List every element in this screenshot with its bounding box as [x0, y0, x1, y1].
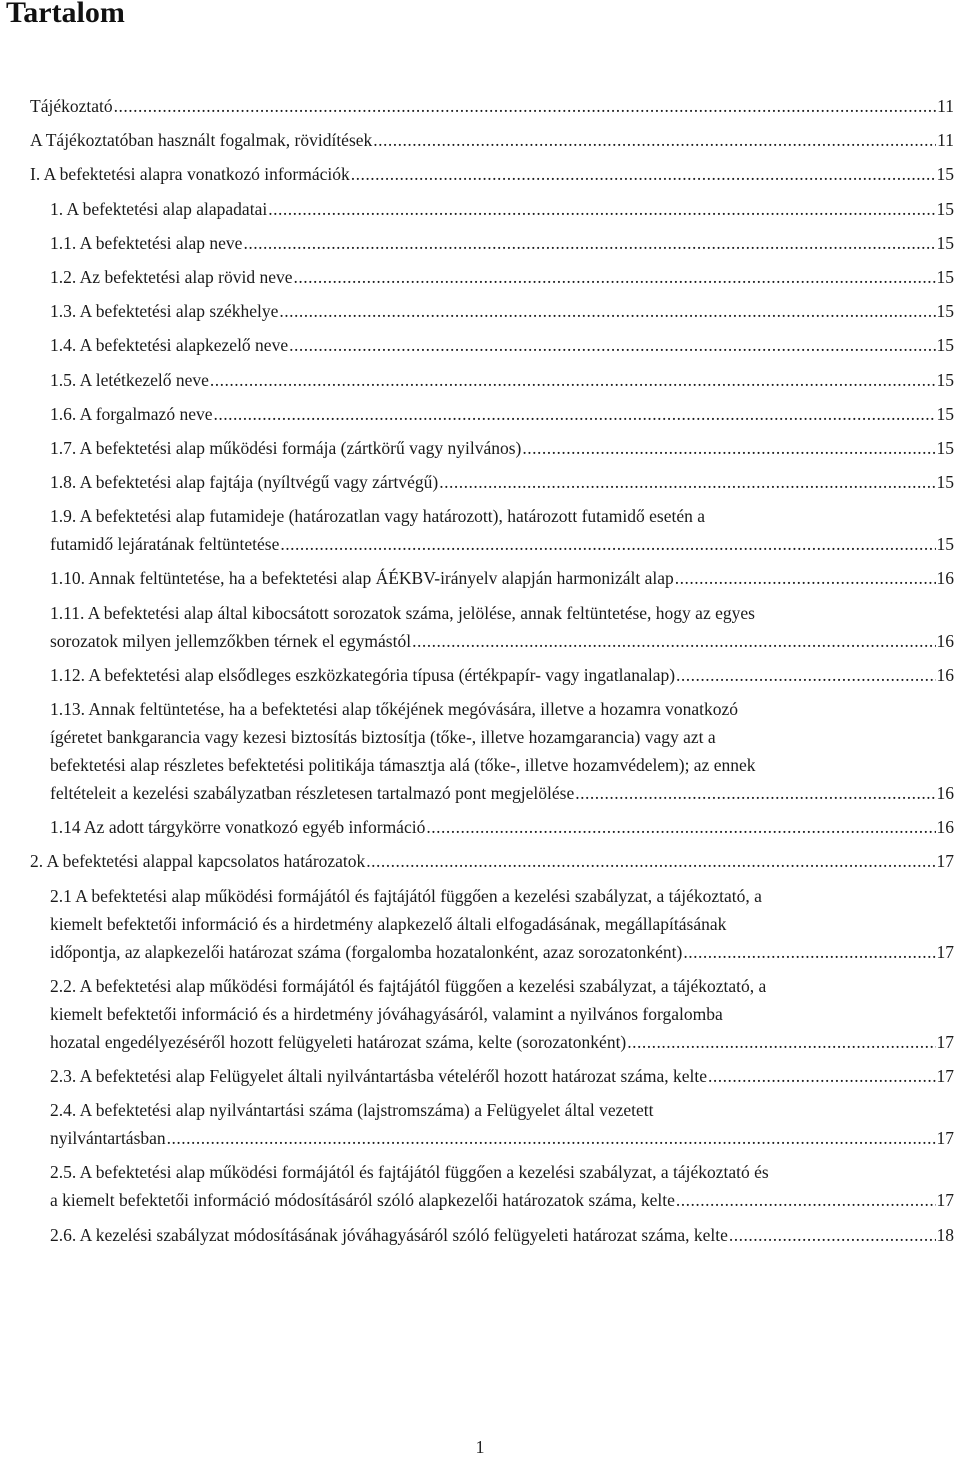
- toc-entry-text: 1. A befektetési alap alapadatai: [50, 198, 268, 219]
- toc-entry-text: futamidő lejáratának feltüntetése: [50, 534, 280, 555]
- toc-entry-1-5[interactable]: [30, 366, 954, 394]
- dot-leader: [289, 331, 935, 359]
- dot-leader: [683, 938, 935, 966]
- toc-entry-1-11[interactable]: [30, 599, 954, 655]
- toc-entry-text: nyilvántartásban: [50, 1128, 166, 1149]
- toc-page-number: 17: [936, 851, 954, 872]
- dot-leader: [268, 195, 935, 223]
- toc-entry-1-9[interactable]: [30, 502, 954, 558]
- toc-entry-text-line: kiemelt befektetői információ és a hirdetmény alapkezelő általi elfogadásának, megállapításának: [50, 913, 727, 934]
- dot-leader: [676, 661, 935, 689]
- toc-page-number: 15: [936, 534, 954, 555]
- toc-entry-1[interactable]: [30, 195, 954, 223]
- toc-entry-text: 1.14 Az adott tárgykörre vonatkozó egyéb információ: [50, 817, 426, 838]
- dot-leader: [213, 400, 935, 428]
- toc-entry-1-1[interactable]: [30, 229, 954, 257]
- toc-entry-text-line: 1.13. Annak feltüntetése, ha a befektetési alap tőkéjének megóvására, illetve a hozamra vonatkozó: [50, 699, 739, 719]
- toc-entry-text: 2. A befektetési alappal kapcsolatos határozatok: [30, 851, 366, 872]
- toc-entry-text: 1.8. A befektetési alap fajtája (nyíltvégű vagy zártvégű): [50, 472, 439, 493]
- toc-entry-1-2[interactable]: [30, 263, 954, 291]
- toc-page-number: 15: [936, 335, 954, 356]
- dot-leader: [575, 779, 935, 807]
- dot-leader: [366, 847, 935, 875]
- toc-entry-text: I. A befektetési alapra vonatkozó információk: [30, 164, 350, 185]
- toc-entry-1-8[interactable]: [30, 468, 954, 496]
- toc-entry-text-line: kiemelt befektetői információ és a hirdetmény jóváhagyásáról, valamint a nyilvános forgalomba: [50, 1003, 723, 1024]
- page-number: 1: [475, 1437, 485, 1457]
- toc-page-number: 11: [937, 130, 954, 151]
- toc-page-number: 17: [936, 1031, 954, 1052]
- dot-leader: [243, 229, 935, 257]
- toc-entry-text: hozatal engedélyezéséről hozott felügyeleti határozat száma, kelte (sorozatonként): [50, 1031, 627, 1052]
- toc-page-number: 15: [936, 301, 954, 322]
- toc-entry-tajekoztato[interactable]: [30, 92, 954, 120]
- toc-entry-2-4[interactable]: [30, 1096, 954, 1152]
- toc-page-number: 17: [936, 1065, 954, 1086]
- dot-leader: [114, 92, 937, 120]
- toc-page-number: 15: [936, 472, 954, 493]
- toc-entry-text: feltételeit a kezelési szabályzatban részletesen tartalmazó pont megjelölése: [50, 783, 575, 803]
- toc-page-number: 15: [936, 266, 954, 287]
- toc-page-number: 17: [936, 941, 954, 962]
- toc-entry-text-line: 2.4. A befektetési alap nyilvántartási száma (lajstromszáma) a Felügyelet által vezetett: [50, 1100, 654, 1121]
- toc-entry-text: 1.4. A befektetési alapkezelő neve: [50, 335, 289, 356]
- dot-leader: [167, 1124, 936, 1152]
- toc-entry-text-line: 2.1 A befektetési alap működési formájától és fajtájától függően a kezelési szabályzat, a tájékoztató, a: [50, 885, 762, 906]
- toc-entry-2-5[interactable]: [30, 1158, 954, 1214]
- toc-entry-2-1[interactable]: [30, 882, 954, 966]
- toc-page-number: 16: [936, 783, 954, 803]
- toc-entry-1-6[interactable]: [30, 400, 954, 428]
- toc-entry-text: 1.2. Az befektetési alap rövid neve: [50, 266, 293, 287]
- toc-entry-text-line: ígéretet bankgarancia vagy kezesi biztosítás biztosítja (tőke-, illetve hozamgarancia) vagy azt a: [50, 727, 716, 747]
- dot-leader: [412, 627, 935, 655]
- toc-entry-text: a kiemelt befektetői információ módosításáról szóló alapkezelői határozatok száma, kelte: [50, 1190, 675, 1211]
- toc-entry-1-3[interactable]: [30, 297, 954, 325]
- dot-leader: [210, 366, 936, 394]
- toc-entry-text: 1.6. A forgalmazó neve: [50, 403, 213, 424]
- toc-entry-text: A Tájékoztatóban használt fogalmak, rövidítések: [30, 130, 373, 151]
- toc-page-number: 16: [936, 664, 954, 685]
- toc-page-number: 15: [936, 164, 954, 185]
- toc-page-number: 18: [936, 1224, 954, 1245]
- dot-leader: [279, 297, 935, 325]
- toc-entry-text: 2.6. A kezelési szabályzat módosításának jóváhagyásáról szóló felügyeleti határozat száma, kelte: [50, 1224, 728, 1245]
- toc-entry-text: Tájékoztató: [30, 96, 113, 116]
- page-title: Tartalom: [6, 0, 125, 29]
- toc-page-number: 17: [936, 1190, 954, 1211]
- toc-page-number: 16: [936, 630, 954, 651]
- toc-entry-text: 1.1. A befektetési alap neve: [50, 232, 243, 253]
- dot-leader: [293, 263, 935, 291]
- toc-entry-1-13[interactable]: [30, 695, 954, 807]
- toc-entry-text: 1.7. A befektetési alap működési formája (zártkörű vagy nyilvános): [50, 437, 522, 458]
- toc-entry-text-line: 1.9. A befektetési alap futamideje (határozatlan vagy határozott), határozott futamidő esetén a: [50, 506, 706, 527]
- toc-entry-text-line: 1.11. A befektetési alap által kibocsátott sorozatok száma, jelölése, annak feltüntetése, hogy az egyes: [50, 602, 755, 623]
- toc-page-number: 17: [936, 1128, 954, 1149]
- toc-page-number: 16: [936, 568, 954, 589]
- dot-leader: [439, 468, 935, 496]
- toc-entry-text: 2.3. A befektetési alap Felügyelet általi nyilvántartásba vételéről hozott határozat száma, kelte: [50, 1065, 707, 1086]
- toc-entry-1-4[interactable]: [30, 331, 954, 359]
- dot-leader: [351, 160, 936, 188]
- toc-page-number: 15: [936, 232, 954, 253]
- toc-entry-text-line: 2.2. A befektetési alap működési formájától és fajtájától függően a kezelési szabályzat, a tájékoztató, a: [50, 975, 767, 996]
- dot-leader: [426, 813, 935, 841]
- dot-leader: [675, 564, 936, 592]
- dot-leader: [676, 1186, 936, 1214]
- toc-entry-2-3[interactable]: [30, 1062, 954, 1090]
- dot-leader: [627, 1028, 935, 1056]
- toc-entry-2-6[interactable]: [30, 1221, 954, 1249]
- toc-page-number: 11: [937, 96, 954, 116]
- toc-page-number: 15: [936, 437, 954, 458]
- dot-leader: [708, 1062, 936, 1090]
- toc-page-number: 15: [936, 369, 954, 390]
- toc-entry-1-14[interactable]: [30, 813, 954, 841]
- toc-page-number: 16: [936, 817, 954, 838]
- toc-entry-text: sorozatok milyen jellemzőkben térnek el egymástól: [50, 630, 412, 651]
- toc-entry-text: 1.5. A letétkezelő neve: [50, 369, 209, 390]
- toc-entry-1-12[interactable]: [30, 661, 954, 689]
- toc-entry-text: 1.12. A befektetési alap elsődleges eszközkategória típusa (értékpapír- vagy ingatlanalap): [50, 664, 676, 685]
- toc-page-number: 15: [936, 198, 954, 219]
- dot-leader: [280, 530, 935, 558]
- toc-entry-2[interactable]: [30, 847, 954, 875]
- toc-entry-section-i[interactable]: [30, 160, 954, 188]
- toc-entry-text: időpontja, az alapkezelői határozat száma (forgalomba hozatalonként, azaz sorozatonként): [50, 941, 683, 962]
- toc-entry-1-7[interactable]: [30, 434, 954, 462]
- table-of-contents: [30, 92, 954, 1255]
- toc-entry-2-2[interactable]: [30, 972, 954, 1056]
- toc-entry-text: 1.3. A befektetési alap székhelye: [50, 301, 279, 322]
- dot-leader: [373, 126, 936, 154]
- toc-entry-text-line: befektetési alap részletes befektetési politikája támasztja alá (tőke-, illetve hozamvédelem); az ennek: [50, 755, 756, 775]
- toc-entry-text-line: 2.5. A befektetési alap működési formájától és fajtájától függően a kezelési szabályzat, a tájékoztató és: [50, 1162, 769, 1183]
- toc-entry-text: 1.10. Annak feltüntetése, ha a befektetési alap ÁÉKBV-irányelv alapján harmonizált alap: [50, 568, 674, 589]
- dot-leader: [522, 434, 935, 462]
- toc-entry-1-10[interactable]: [30, 564, 954, 592]
- toc-page-number: 15: [936, 403, 954, 424]
- dot-leader: [729, 1221, 936, 1249]
- toc-entry-fogalmak[interactable]: [30, 126, 954, 154]
